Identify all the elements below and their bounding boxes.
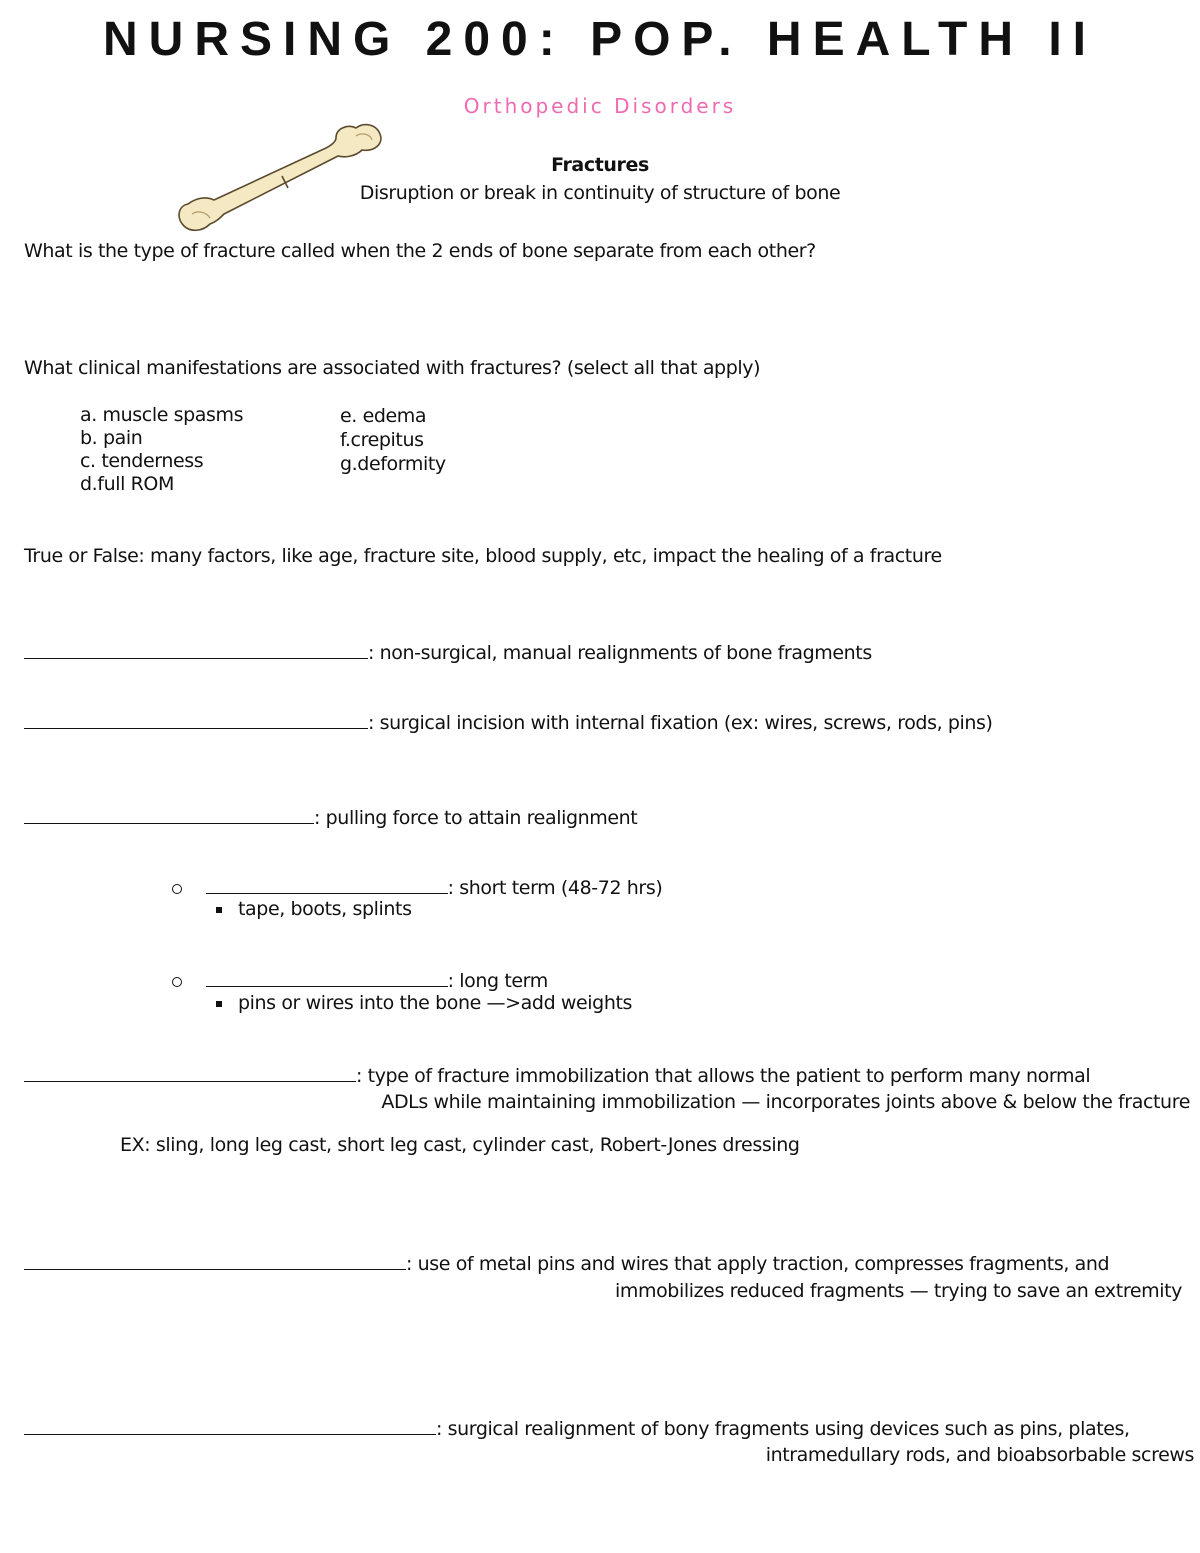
blank-row-6: [24, 1416, 1130, 1440]
blank-5-line-2: immobilizes reduced fragments — trying to save an extremity: [614, 1280, 1182, 1302]
blank-4-example: EX: sling, long leg cast, short leg cast, cylinder cast, Robert-Jones dressing: [120, 1134, 800, 1156]
page-subtitle: Orthopedic Disorders: [463, 94, 737, 118]
question-3: True or False: many factors, like age, fracture site, blood supply, etc, impact the healing of a fracture: [24, 545, 942, 567]
answer-blank-1[interactable]: [24, 640, 368, 659]
section-definition: Disruption or break in continuity of structure of bone: [359, 182, 841, 204]
square-bullet-icon: [216, 907, 222, 913]
blank-4-line-2: ADLs while maintaining immobilization — incorporates joints above & below the fracture: [381, 1091, 1190, 1113]
page-title: NURSING 200: POP. HEALTH II: [102, 13, 1098, 66]
blank-6-line-2: intramedullary rods, and bioabsorbable screws: [765, 1444, 1194, 1466]
blank-6-text: : surgical realignment of bony fragments using devices such as pins, plates,: [436, 1418, 1130, 1440]
answer-blank-3b[interactable]: [206, 968, 448, 987]
option-d[interactable]: d.full ROM: [80, 473, 174, 495]
blank-3-text: : pulling force to attain realignment: [314, 807, 638, 829]
question-2: What clinical manifestations are associated with fractures? (select all that apply): [24, 357, 761, 379]
option-g[interactable]: g.deformity: [340, 453, 446, 475]
sub-2-detail-text: pins or wires into the bone —>add weights: [238, 992, 633, 1014]
blank-row-1: [24, 640, 872, 664]
blank-5-text: : use of metal pins and wires that apply traction, compresses fragments, and: [406, 1253, 1110, 1275]
answer-blank-2[interactable]: [24, 710, 368, 729]
blank-row-4: [24, 1063, 1090, 1087]
option-c[interactable]: c. tenderness: [80, 450, 204, 472]
answer-blank-3[interactable]: [24, 805, 314, 824]
blank-row-5: [24, 1251, 1109, 1275]
option-f[interactable]: f.crepitus: [340, 429, 424, 451]
sub-row-1-detail: [216, 898, 412, 920]
blank-row-2: [24, 710, 993, 734]
answer-blank-6[interactable]: [24, 1416, 436, 1435]
sub-1-text: : short term (48-72 hrs): [447, 877, 663, 899]
options-left: [80, 404, 243, 496]
question-1: What is the type of fracture called when the 2 ends of bone separate from each other?: [24, 240, 816, 262]
sub-row-2: [172, 968, 548, 992]
blank-row-3: [24, 805, 637, 829]
blank-4-text: : type of fracture immobilization that allows the patient to perform many normal: [356, 1065, 1091, 1087]
answer-blank-3a[interactable]: [206, 875, 448, 894]
sub-row-2-detail: [216, 992, 632, 1014]
option-a[interactable]: a. muscle spasms: [80, 404, 244, 426]
bone-icon: [170, 118, 390, 238]
answer-blank-4[interactable]: [24, 1063, 356, 1082]
sub-1-detail-text: tape, boots, splints: [238, 898, 412, 920]
option-e[interactable]: e. edema: [340, 405, 427, 427]
options-right: [340, 404, 446, 476]
answer-blank-5[interactable]: [24, 1251, 406, 1270]
sub-row-1: [172, 875, 662, 899]
circle-bullet-icon: [172, 977, 182, 987]
sub-2-text: : long term: [447, 970, 548, 992]
square-bullet-icon: [216, 1001, 222, 1007]
circle-bullet-icon: [172, 884, 182, 894]
blank-1-text: : non-surgical, manual realignments of bone fragments: [368, 642, 872, 664]
blank-2-text: : surgical incision with internal fixation (ex: wires, screws, rods, pins): [368, 712, 993, 734]
option-b[interactable]: b. pain: [80, 427, 143, 449]
section-heading: Fractures: [551, 154, 649, 176]
